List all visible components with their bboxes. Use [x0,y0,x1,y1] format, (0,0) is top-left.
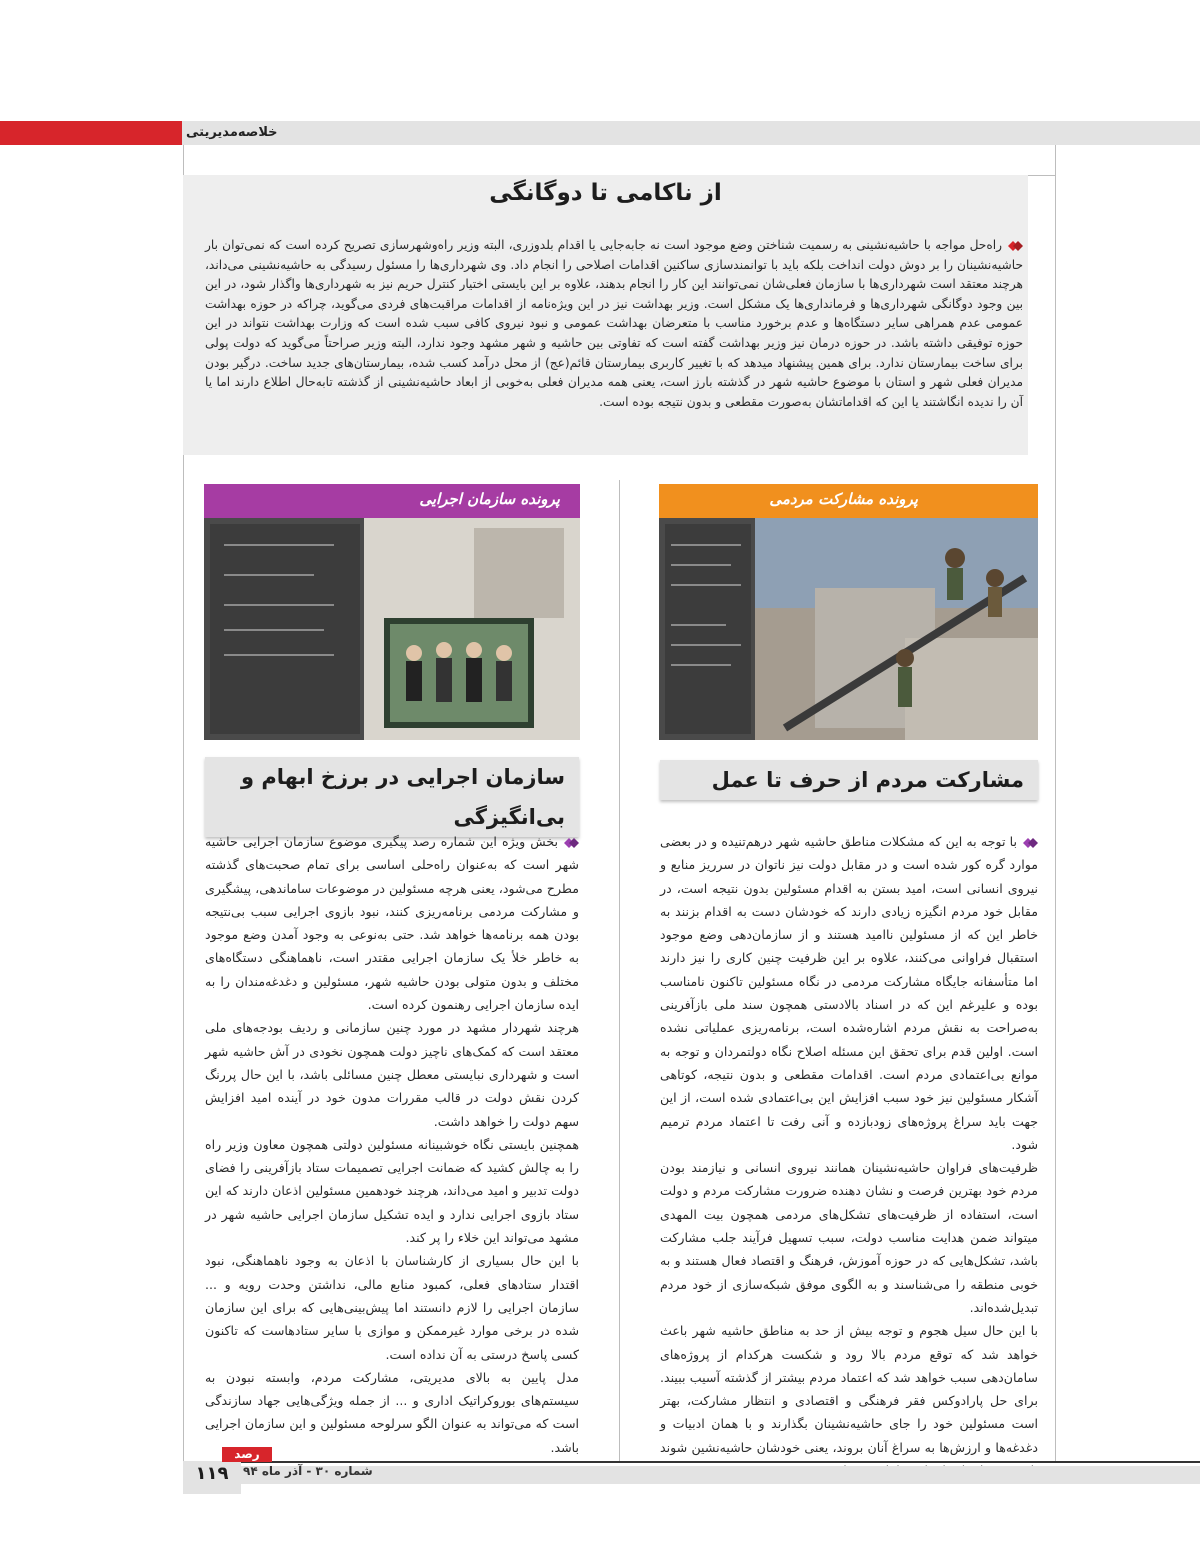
intro-text: راه‌حل مواجه با حاشیه‌نشینی به رسمیت شناختن وضع موجود است نه جابه‌جایی یا اقدام بلدوزری، البته وزیر راه‌وشهرسازی تصریح کرده است که نمی‌توان بار حاشیه‌نشینان را بر دوش دولت انداخت بلکه باید با توانمندسازی ساکنین اقدامات اصلاحی را انجام داد. وی شهرداری‌ها را مسئول رسیدگی به حاشیه‌نشینی می‌داند، هرچند معتقد است شهرداری‌ها با سازمان فعلی‌شان نمی‌توانند این کار را انجام بدهند، علاوه بر این بایستی اختیار کنترل حریم نیز به شهرداری‌ها واگذار شود، در این بین وجود دوگانگی شهرداری‌ها و فرمانداری‌ها یک مشکل است. وزیر بهداشت نیز در این ویژه‌نامه از اقدامات مراقبت‌های فردی می‌گوید، چراکه در حوزه بهداشت عمومی عدم همراهی سایر دستگاه‌ها و عدم برخورد مناسب با متعرضان بهداشت عمومی و نبود نیروی کافی سبب شده است که وزارت بهداشت نتواند در این حوزه توفیقی داشته باشد. در حوزه درمان نیز وزیر بهداشت گفته است که تفاوتی بین حاشیه و شهر مشهد وجود ندارد، البته وزیر صراحتاً می‌گوید که دولت پولی برای ساخت بیمارستان ندارد. برای همین پیشنهاد میدهد که با تغییر کاربری بیمارستان قائم(عج) از محل درآمد کسب شده، بیمارستان‌های جدید ساخت. درگیر بودن مدیران فعلی شهر و استان با موضوع حاشیه شهر در گذشته بارز است، یعنی همه مدیران فعلی به‌خوبی از ابعاد حاشیه‌نشینی از گذشته تابه‌حال اطلاع دارند اما یا آن را ندیده انگاشتند یا این که اقداماتشان به‌صورت مقطعی و بدون نتیجه بوده است. [205,238,1023,409]
bullet-diamond-icon [564,837,579,849]
magazine-column [665,524,751,734]
magazine-text-line [224,629,324,631]
magazine-text-line [671,644,741,646]
paragraph: با این حال بسیاری از کارشناسان با اذعان به وجود ناهماهنگی، نبود اقتدار ستادهای فعلی، کمبود منابع مالی، نداشتن وحدت رویه و ... سازمان اجرایی را لازم دانستند اما پیش‌بینی‌هایی که برای این سازمان شده در برخی موارد غیرممکن و موازی با سایر ستادهاست که تاکنون کسی پاسخ درستی به آن نداده است. [205,1253,579,1362]
paragraph: همچنین بایستی نگاه خوشبینانه مسئولین دولتی همچون معاون وزیر راه را به چالش کشید که ضمانت اجرایی تصمیمات ستاد بازآفرینی را فضای دولت تدبیر و امید می‌داند، هرچند خودهمین مسئولین اذعان دارند که این ستاد بازوی اجرایی ندارد و ایده تشکیل سازمان اجرایی حاشیه شهر در مشهد می‌تواند این خلاء را پر کند. [205,1136,579,1246]
magazine-banner-text: پرونده سازمان اجرایی [419,490,560,508]
footer-margin [0,1463,183,1560]
intro-title: از ناکامی تا دوگانگی [489,180,722,206]
meeting-photo [364,518,580,740]
paragraph: با توجه به این که مشکلات مناطق حاشیه شهر درهم‌تنیده و در بعضی موارد گره کور شده است و در مقابل دولت نیز ناتوان در سرریز منابع و نیروی انسانی است، امید بستن به اقدام مسئولین بدون نتیجه است، در مقابل خود مردم انگیزه زیادی دارند که خودشان دست به اقدام بزنند به خاطر این که از مسئولین ناامید هستند و از سازمان‌دهی وضع موجود استقبال فراوانی می‌کنند، علاوه بر این ظرفیت چنین کاری را نیز دارند اما متأسفانه جایگاه مشارکت مردمی در نگاه مسئولین تاکنون نامناسب بوده و علیرغم این که در اسناد بالادستی همچون سند ملی بازآفرینی به‌صراحت به نقش مردم اشاره‌شده است، برنامه‌ریزی عملیاتی نشده است. اولین قدم برای تحقق این مسئله اصلاح نگاه دولتمردان و توجه به موانع بی‌اعتمادی مردم است. اقدامات مقطعی و بدون نتیجه، کوتاهی آشکار مسئولین نیز خود سبب افزایش این بی‌اعتمادی شده است، از این جهت باید سراغ پروژه‌های زودبازده و آنی رفت تا اعتماد مردم ترمیم شود. [660,834,1038,1152]
right-article-body [660,830,1038,1482]
column-divider [619,480,620,1461]
frame-corner-line [1028,175,1055,176]
footer-rule [183,1461,1200,1463]
magazine-text-line [671,544,741,546]
paragraph: بخش ویژه این شماره رصد پیگیری موضوع سازمان اجرایی حاشیه شهر است که به‌عنوان راه‌حلی اساسی برای تمام صحبت‌های گذشته مطرح می‌شود، یعنی هرچه مسئولین در موضوعات ساماندهی، پیشگیری و مشارکت مردمی برنامه‌ریزی کنند، نبود بازوی اجرایی سبب بی‌نتیجه بودن همه برنامه‌ها خواهد شد. حتی به‌نوعی به وجود آمدن وضع موجود به خاطر خلأ یک سازمان اجرایی مقتدر است، ناهماهنگی دستگاه‌های مختلف و بدون متولی بودن حاشیه شهر، مسئولین و دغدغه‌مندان را به ایده سازمان اجرایی رهنمون کرده است. [205,834,579,1013]
frame-right-line [1055,145,1056,1461]
intro-text-block [205,236,1023,412]
magazine-logo: رصد [222,1447,272,1462]
magazine-text-line [224,654,334,656]
magazine-text-line [224,544,334,546]
magazine-image-executive [204,484,580,740]
bullet-diamond-icon [1008,240,1023,252]
left-article-body [205,830,579,1459]
magazine-banner-text: پرونده مشارکت مردمی [769,490,918,508]
paragraph: مدل پایین به بالای مدیریتی، مشارکت مردم، وابسته نبودن به سیستم‌های بوروکراتیک اداری و ... از جمله ویژگی‌هایی جهاد سازندگی است که می‌تواند به عنوان الگو سرلوحه مسئولین و این سازمان اجرایی باشد. [205,1369,579,1455]
right-article-title: مشارکت مردم از حرف تا عمل [660,760,1038,800]
paragraph: ظرفیت‌های فراوان حاشیه‌نشینان همانند نیروی انسانی و نیازمند بودن مردم خود بهترین فرصت و نشان دهنده ضرورت مشارکت مردم و دولت است، استفاده از ظرفیت‌های تشکل‌های مردمی همچون بیت المهدی میتواند ضمن هدایت مناسب دولت، سبب تسهیل فرآیند جلب مشارکت باشد، تشکل‌هایی که در حوزه آموزش، فرهنگ و اقتصاد فعال هستند و به خوبی منطقه را می‌شناسند و به الگوی موفق شبکه‌سازی از خود مردم تبدیل‌شده‌اند. [660,1160,1038,1315]
magazine-text-line [224,604,334,606]
header-grey-bar [182,121,1200,145]
page-number: ۱۱۹ [195,1463,229,1484]
magazine-text-line [671,624,726,626]
header-red-bar [0,121,182,145]
construction-photo [755,518,1038,740]
magazine-text-line [671,584,741,586]
magazine-text-line [224,574,314,576]
paragraph: هرچند شهردار مشهد در مورد چنین سازمانی و ردیف بودجه‌های ملی معتقد است که کمک‌های ناچیز دولت همچون نخودی در آش حاشیه شهر است و شهرداری نبایستی معطل چنین مسائلی باشد، با این حال پررنگ کردن نقش دولت در قالب مقررات مدون خود در آینده امید افزایش سهم دولت را خواهد داشت. [205,1020,579,1129]
magazine-image-participation [659,484,1038,740]
section-label: خلاصه‌مدیریتی [186,125,278,140]
magazine-text-line [671,664,731,666]
left-article-title: سازمان اجرایی در برزخ ابهام و بی‌انگیزگی [205,757,579,837]
bullet-diamond-icon [1023,837,1038,849]
magazine-text-line [671,564,731,566]
issue-info: شماره ۳۰ - آذر ماه ۹۴ [243,1464,373,1478]
paragraph: با این حال سیل هجوم و توجه بیش از حد به مناطق حاشیه شهر باعث خواهد شد که توقع مردم بالا رود و شکست هرکدام از پروژه‌های سامان‌دهی سبب خواهد شد که اعتماد مردم بیشتر از گذشته آسیب ببیند. برای حل پارادوکس فقر فرهنگی و اقتصادی و انتظار مشارکت، بهتر است مسئولین خود را جای حاشیه‌نشینان بگذارند و با همان ادبیات و دغدغه‌ها و ارزش‌ها به سراغ آنان بروند، یعنی خودشان حاشیه‌نشین شوند [660,1323,1038,1455]
